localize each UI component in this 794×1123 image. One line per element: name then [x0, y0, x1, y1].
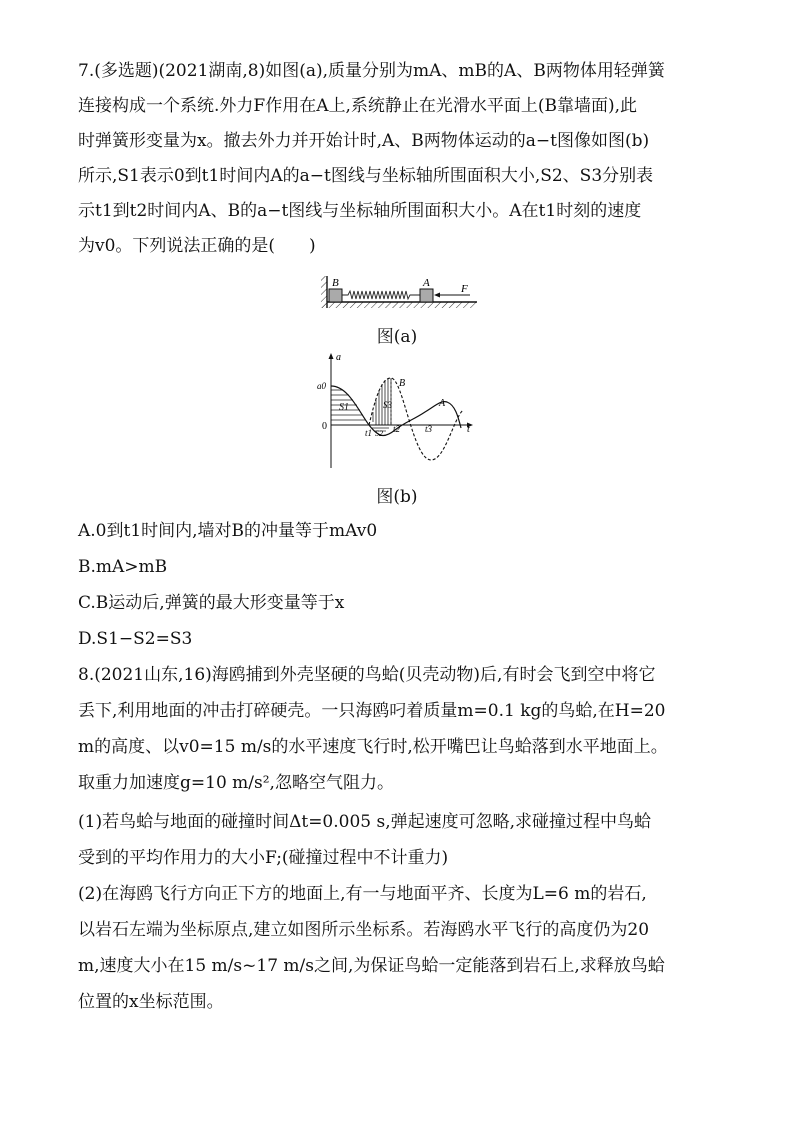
label-s1: S1 — [339, 402, 349, 413]
label-curve-b: B — [399, 378, 406, 389]
q8-line-10: 位置的x坐标范围。 — [78, 992, 224, 1012]
option-d: D.S1−S2=S3 — [78, 629, 193, 649]
label-t3: t3 — [425, 424, 433, 434]
label-t1: t1 — [365, 428, 373, 438]
label-s3: S3 — [383, 400, 392, 410]
force-arrow — [434, 293, 440, 298]
q8-line-6: 受到的平均作用力的大小F;(碰撞过程中不计重力) — [78, 848, 449, 868]
spring — [342, 291, 420, 299]
figure-a — [315, 272, 485, 320]
q7-line-2: 连接构成一个系统.外力F作用在A上,系统静止在光滑水平面上(B靠墙面),此 — [78, 96, 638, 116]
q7-line-5: 示t1到t2时间内A、B的a−t图线与坐标轴所围面积大小。A在t1时刻的速度 — [78, 201, 642, 221]
label-a: A — [423, 277, 430, 289]
q7-line-1: 7.(多选题)(2021湖南,8)如图(a),质量分别为mA、mB的A、B两物体用轻弹簧 — [78, 61, 665, 81]
ground — [321, 302, 477, 308]
q8-line-7: (2)在海鸥飞行方向正下方的地面上,有一与地面平齐、长度为L=6 m的岩石, — [78, 884, 647, 904]
label-s2: S2 — [375, 429, 383, 438]
label-b: B — [332, 277, 339, 289]
q8-line-5: (1)若鸟蛤与地面的碰撞时间Δt=0.005 s,弹起速度可忽略,求碰撞过程中鸟蛤 — [78, 812, 652, 832]
q8-line-3: m的高度、以v0=15 m/s的水平速度飞行时,松开嘴巴让鸟蛤落到水平地面上。 — [78, 737, 668, 757]
label-t-axis: t — [467, 424, 470, 435]
label-a0: a0 — [317, 381, 326, 391]
figure-b-caption: 图(b) — [376, 487, 418, 507]
region-s1 — [331, 386, 369, 425]
label-origin: 0 — [322, 421, 327, 432]
figure-b — [313, 350, 483, 472]
q7-line-6: 为v0。下列说法正确的是( ) — [78, 236, 316, 256]
block-b — [329, 289, 342, 302]
label-curve-a: A — [439, 398, 446, 409]
q7-line-4: 所示,S1表示0到t1时间内A的a−t图线与坐标轴所围面积大小,S2、S3分别表 — [78, 166, 654, 186]
q8-line-9: m,速度大小在15 m/s~17 m/s之间,为保证鸟蛤一定能落到岩石上,求释放鸟蛤 — [78, 956, 665, 976]
q8-line-2: 丢下,利用地面的冲击打碎硬壳。一只海鸥叼着质量m=0.1 kg的鸟蛤,在H=20 — [78, 701, 666, 721]
q8-line-4: 取重力加速度g=10 m/s²,忽略空气阻力。 — [78, 773, 394, 793]
label-t2: t2 — [393, 424, 401, 434]
curve-b — [369, 378, 463, 460]
block-a — [420, 289, 433, 302]
option-a: A.0到t1时间内,墙对B的冲量等于mAv0 — [78, 521, 378, 541]
q7-line-3: 时弹簧形变量为x。撤去外力并开始计时,A、B两物体运动的a−t图像如图(b) — [78, 131, 650, 151]
q8-line-8: 以岩石左端为坐标原点,建立如图所示坐标系。若海鸥水平飞行的高度仍为20 — [78, 920, 650, 940]
label-a-axis: a — [336, 352, 341, 363]
q8-line-1: 8.(2021山东,16)海鸥捕到外壳坚硬的鸟蛤(贝壳动物)后,有时会飞到空中将它 — [78, 665, 656, 685]
option-c: C.B运动后,弹簧的最大形变量等于x — [78, 593, 345, 613]
label-f: F — [461, 283, 468, 295]
figure-a-caption: 图(a) — [376, 327, 418, 347]
option-b: B.mA>mB — [78, 557, 168, 577]
